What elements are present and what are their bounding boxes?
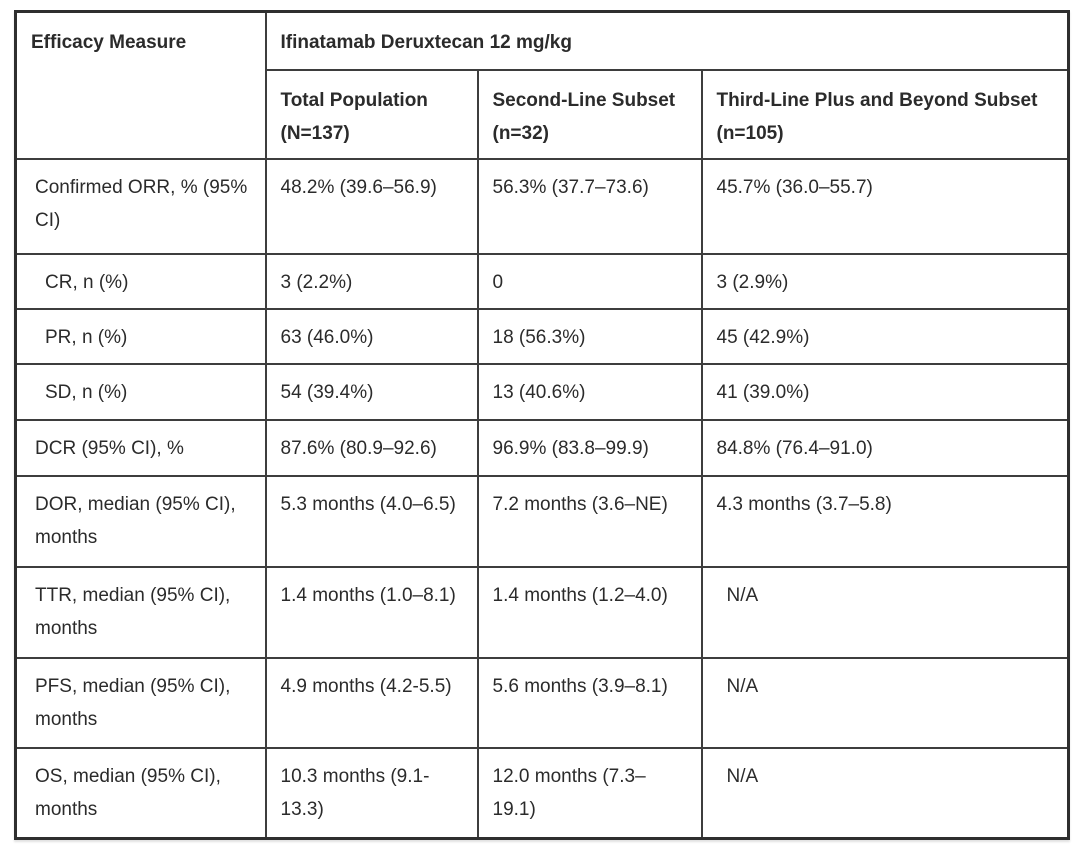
measure-cell: CR, n (%) (16, 254, 266, 309)
column-header-n: (n=32) (492, 122, 549, 144)
efficacy-results-table (14, 10, 1070, 840)
measure-cell: OS, median (95% CI), months (16, 748, 266, 838)
column-header-second-line-subset (478, 70, 702, 160)
value-cell: 48.2% (39.6–56.9) (266, 159, 478, 254)
value-cell: 3 (2.9%) (702, 254, 1069, 309)
table-row-dcr (16, 420, 1069, 476)
value-cell: 45 (42.9%) (702, 309, 1069, 364)
value-cell: 1.4 months (1.0–8.1) (266, 567, 478, 658)
measure-cell: DOR, median (95% CI), months (16, 476, 266, 567)
table-row-sd (16, 364, 1069, 420)
value-cell: 3 (2.2%) (266, 254, 478, 309)
group-header-cell: Ifinatamab Deruxtecan 12 mg/kg (266, 12, 1069, 70)
value-cell: 12.0 months (7.3–19.1) (478, 748, 702, 838)
value-cell: 45.7% (36.0–55.7) (702, 159, 1069, 254)
value-cell: N/A (702, 748, 1069, 838)
column-header-total-population (266, 70, 478, 160)
column-header-title: Total Population (280, 89, 428, 111)
measure-cell: SD, n (%) (16, 364, 266, 420)
measure-cell: Confirmed ORR, % (95% CI) (16, 159, 266, 254)
value-cell: 54 (39.4%) (266, 364, 478, 420)
value-cell: 5.6 months (3.9–8.1) (478, 658, 702, 748)
column-header-title: Third-Line Plus and Beyond Subset (716, 89, 1038, 111)
measure-cell: DCR (95% CI), % (16, 420, 266, 476)
table-row-dor (16, 476, 1069, 567)
table-row-ttr (16, 567, 1069, 658)
column-header-n: (n=105) (716, 122, 784, 144)
table-row-pfs (16, 658, 1069, 748)
value-cell: 1.4 months (1.2–4.0) (478, 567, 702, 658)
table-row-pr (16, 309, 1069, 364)
table-row-confirmed-orr (16, 159, 1069, 254)
measure-cell: PFS, median (95% CI), months (16, 658, 266, 748)
value-cell: 84.8% (76.4–91.0) (702, 420, 1069, 476)
value-cell: 7.2 months (3.6–NE) (478, 476, 702, 567)
value-cell: 87.6% (80.9–92.6) (266, 420, 478, 476)
value-cell: 63 (46.0%) (266, 309, 478, 364)
measure-cell: PR, n (%) (16, 309, 266, 364)
table-row-cr (16, 254, 1069, 309)
value-cell: N/A (702, 658, 1069, 748)
value-cell: 41 (39.0%) (702, 364, 1069, 420)
value-cell: 4.9 months (4.2-5.5) (266, 658, 478, 748)
value-cell: 0 (478, 254, 702, 309)
value-cell: 18 (56.3%) (478, 309, 702, 364)
table-row-os (16, 748, 1069, 838)
corner-header-cell: Efficacy Measure (16, 12, 266, 160)
measure-cell: TTR, median (95% CI), months (16, 567, 266, 658)
value-cell: 56.3% (37.7–73.6) (478, 159, 702, 254)
value-cell: 5.3 months (4.0–6.5) (266, 476, 478, 567)
column-header-third-line-plus-subset (702, 70, 1069, 160)
column-header-title: Second-Line Subset (492, 89, 676, 111)
value-cell: N/A (702, 567, 1069, 658)
value-cell: 4.3 months (3.7–5.8) (702, 476, 1069, 567)
group-header-row (16, 12, 1069, 70)
value-cell: 10.3 months (9.1-13.3) (266, 748, 478, 838)
value-cell: 13 (40.6%) (478, 364, 702, 420)
value-cell: 96.9% (83.8–99.9) (478, 420, 702, 476)
column-header-n: (N=137) (280, 122, 350, 144)
